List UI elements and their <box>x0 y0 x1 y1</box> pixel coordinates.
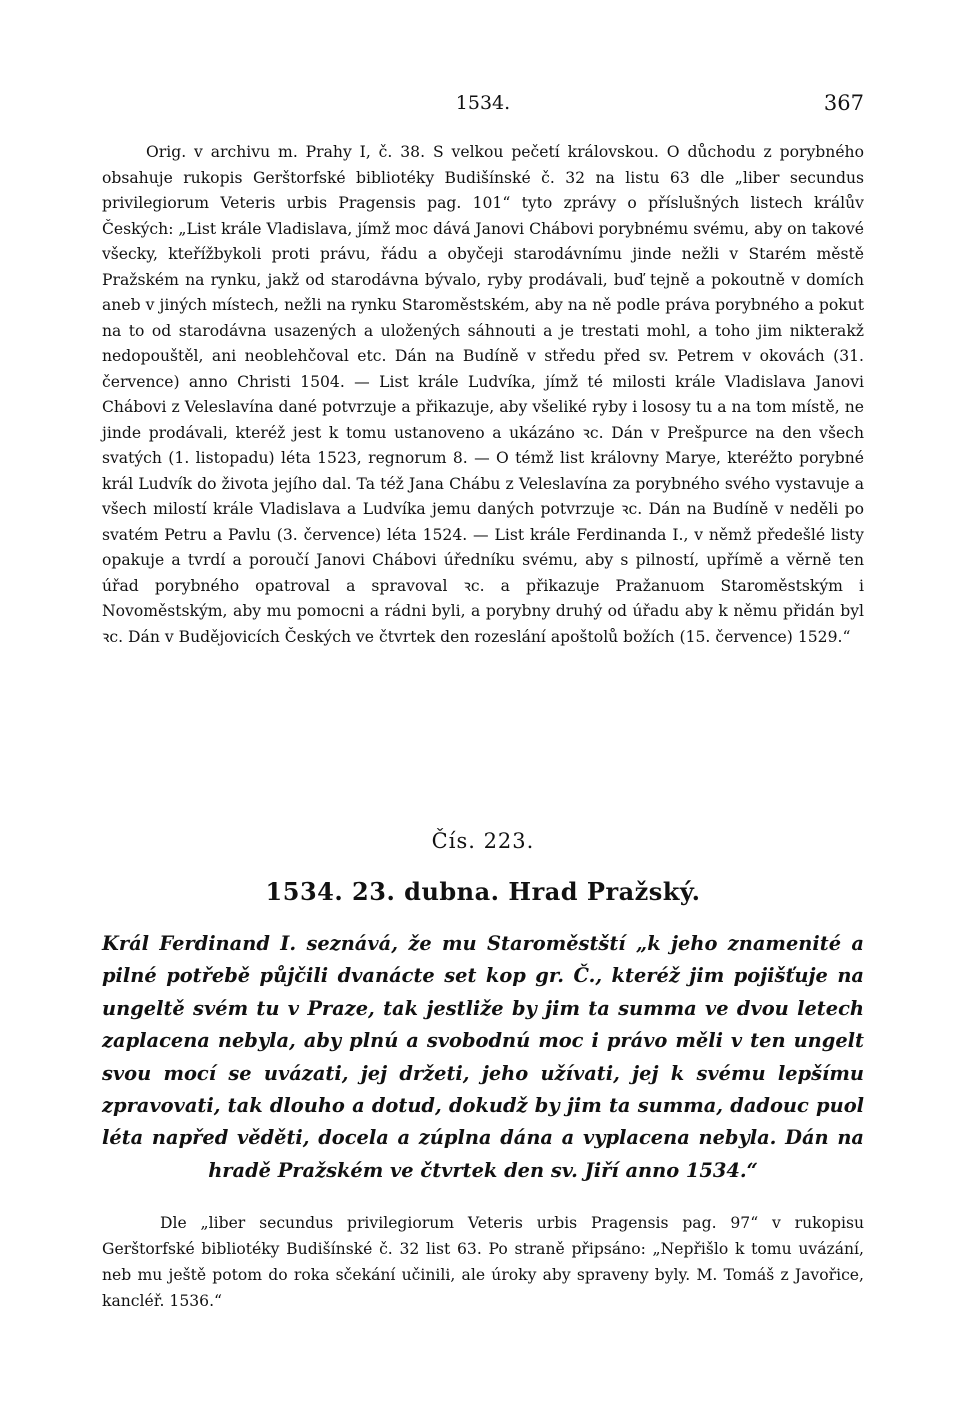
running-head-year: 1534. <box>455 92 511 114</box>
document-number: Čís. 223. <box>431 829 535 853</box>
regest-paragraph: Král Ferdinand I. seznává, že mu Staroměstští „k jeho znamenité a pilné potřebě půjčili dvanácte set kop gr. Č., kteréž jim pojišťuje na ungeltě svém tu v Praze, tak jestliže by jim ta summa ve dvou letech zaplacena nebyla, aby plnú a svobodnú moc i právo měli v ten ungelt svou mocí se uvázati, jej držeti, jeho užívati, jej k svému lepšímu zpravovati, tak dlouho a dotud, dokudž by jim ta summa, dadouc puol léta napřed věděti, docela a zúplna dána a vyplacena nebyla. Dán na hradě Pražském ve čtvrtek den sv. Jiří anno 1534.“ <box>102 932 864 1182</box>
source-note-paragraph: Dle „liber secundus privilegiorum Veteris urbis Pragensis pag. 97“ v rukopisu Gerštorfské bibliotéky Budišínské č. 32 list 63. Po straně připsáno: „Nepřišlo k tomu uvázání, neb mu ještě potom do roka sčekání učinili, ale úroky aby spraveny byly. M. Tomáš z Javořice, kancléř. 1536.“ <box>102 1214 864 1310</box>
running-head <box>102 88 864 118</box>
archival-notes-paragraph: Orig. v archivu m. Prahy I, č. 38. S velkou pečetí královskou. O důchodu z porybného obsahuje rukopis Gerštorfské bibliotéky Budišínské č. 32 na listu 63 dle „liber secundus privilegiorum Veteris urbis Pragensis pag. 101“ tyto zprávy o příslušných listech králův Českých: „List krále Vladislava, jímž moc dává Janovi Chábovi porybnému svému, aby on takové všecky, kteřížbykoli proti právu, řádu a obyčeji starodávnímu jinde nežli v Starém městě Pražském na rynku, jakž od starodávna bývalo, ryby prodávali, buď tejně a pokoutně v domích aneb v jiných místech, nežli na rynku Staroměstském, aby na ně podle práva porybného a pokut na to od starodávna usazených a uložených sáhnouti a je trestati mohl, a toho jim nikterakž nedopouštěl, ani neoblehčoval etc. Dán na Budíně v středu před sv. Petrem v okovách (31. července) anno Christi 1504. — List krále Ludvíka, jímž té milosti krále Vladislava Janovi Chábovi z Veleslavína dané potvrzuje a přikazuje, aby všeliké ryby i lososy tu a na tom místě, ne jinde prodávali, kteréž jest k tomu ustanoveno a ukázáno ꝛc. Dán v Prešpurce na den všech svatých (1. listopadu) léta 1523, regnorum 8. — O témž list královny Marye, kteréžto porybné král Ludvík do života jejího dal. Ta též Jana Chábu z Veleslavína za porybného svého vystavuje a všech milostí krále Vladislava a Ludvíka jemu daných potvrzuje ꝛc. Dán na Budíně v neděli po svatém Petru a Pavlu (3. července) léta 1524. — List krále Ferdinanda I., v němž předešlé listy opakuje a tvrdí a poroučí Janovi Chábovi úředníku svému, aby s pilností, upřímě a věrně ten úřad porybného opatroval a spravoval ꝛc. a přikazuje Pražanuom Staroměstským i Novoměstským, aby mu pomocni a rádni byli, a porybny druhý od úřadu aby k němu přidán byl ꝛc. Dán v Budějovicích Českých ve čtvrtek den rozeslání apoštolů božích (15. července) 1529.“ <box>102 143 864 646</box>
page-number: 367 <box>823 91 864 115</box>
book-page <box>102 0 864 1405</box>
document-heading: 1534. 23. dubna. Hrad Pražský. <box>265 877 701 906</box>
